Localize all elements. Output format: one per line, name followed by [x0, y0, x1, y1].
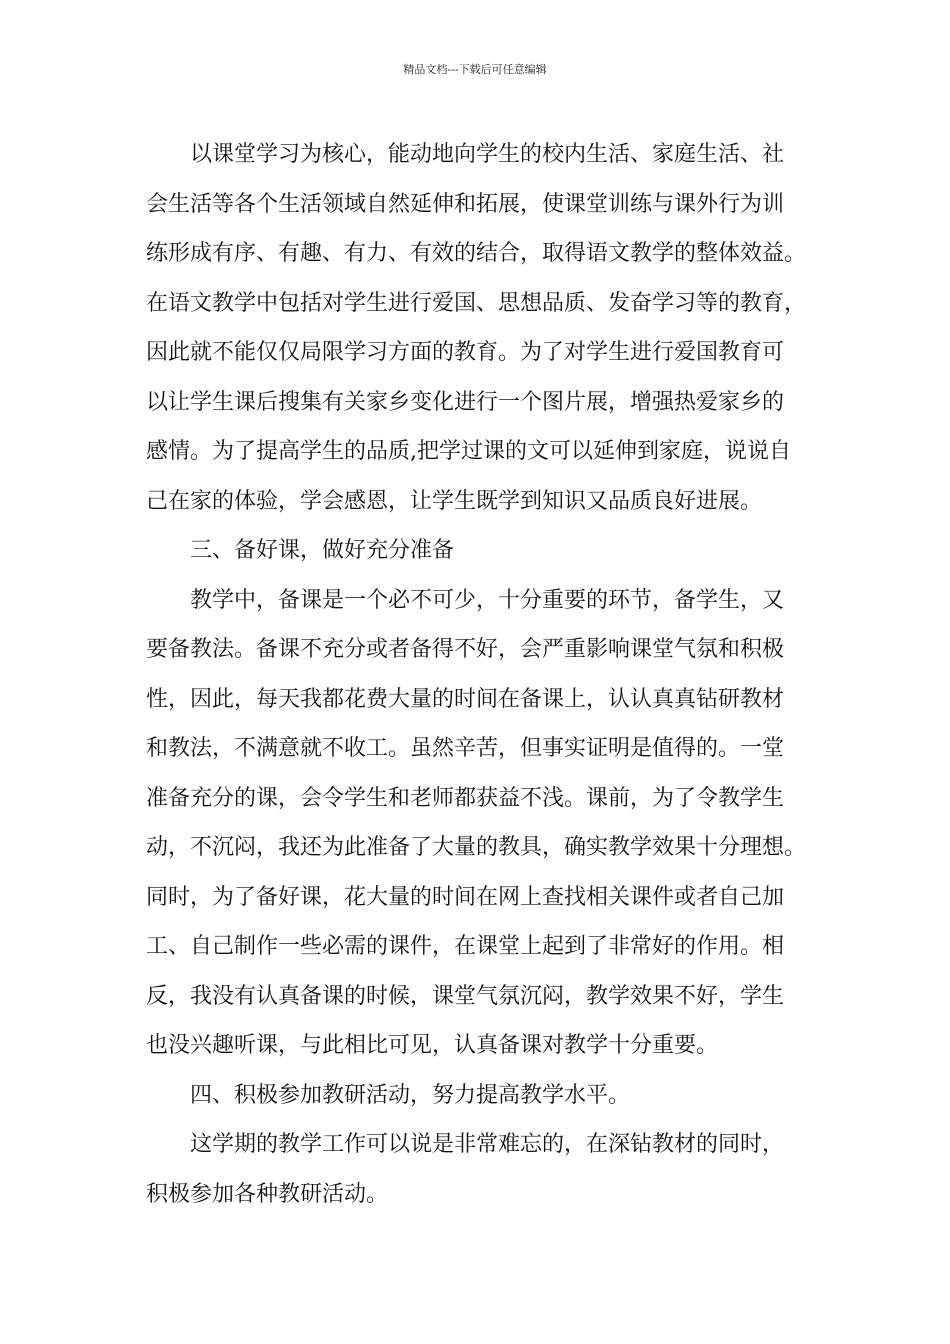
section-heading: 三、备好课，做好充分准备 [190, 538, 455, 563]
text-line: 会生活等各个生活领域自然延伸和拓展，使课堂训练与课外行为训 [146, 191, 785, 217]
text-line: 己在家的体验，学会感恩，让学生既学到知识又品质良好进展。 [146, 488, 763, 514]
text-line: 这学期的教学工作可以说是非常难忘的，在深钻教材的同时， [190, 1132, 785, 1157]
text-line: 练形成有序、有趣、有力、有效的结合，取得语文教学的整体效益。 [146, 241, 807, 266]
text-line: 积极参加各种教研活动。 [146, 1181, 389, 1207]
text-line: 和教法，不满意就不收工。虽然辛苦，但事实证明是值得的。一堂 [146, 736, 785, 761]
text-line: 感情。为了提高学生的品质,把学过课的文可以延伸到家庭，说说自 [146, 439, 791, 464]
text-line: 同时，为了备好课，花大量的时间在网上查找相关课件或者自己加 [146, 884, 785, 910]
text-line: 要备教法。备课不充分或者备得不好，会严重影响课堂气氛和积极 [146, 637, 785, 662]
text-line: 在语文教学中包括对学生进行爱国、思想品质、发奋学习等的教育， [146, 290, 807, 316]
text-line: 动，不沉闷，我还为此准备了大量的教具，确实教学效果十分理想。 [146, 835, 807, 860]
document-body [146, 130, 811, 1219]
text-line: 因此就不能仅仅局限学习方面的教育。为了对学生进行爱国教育可 [146, 340, 785, 365]
text-line: 工、自己制作一些必需的课件，在课堂上起到了非常好的作用。相 [146, 934, 785, 959]
text-line: 性，因此，每天我都花费大量的时间在备课上，认认真真钻研教材 [146, 686, 785, 712]
text-line: 反，我没有认真备课的时候，课堂气氛沉闷，教学效果不好，学生 [146, 983, 785, 1009]
text-line: 也没兴趣听课，与此相比可见，认真备课对教学十分重要。 [146, 1033, 719, 1058]
text-line: 以让学生课后搜集有关家乡变化进行一个图片展，增强热爱家乡的 [146, 389, 785, 415]
page-header: 精品文档---下载后可任意编辑 [403, 63, 547, 76]
section-heading: 四、积极参加教研活动，努力提高教学水平。 [190, 1082, 631, 1108]
text-line: 准备充分的课，会令学生和老师都获益不浅。课前，为了令教学生 [146, 785, 785, 811]
text-line: 以课堂学习为核心，能动地向学生的校内生活、家庭生活、社 [190, 142, 785, 167]
text-line: 教学中，备课是一个必不可少，十分重要的环节，备学生，又 [190, 587, 785, 613]
